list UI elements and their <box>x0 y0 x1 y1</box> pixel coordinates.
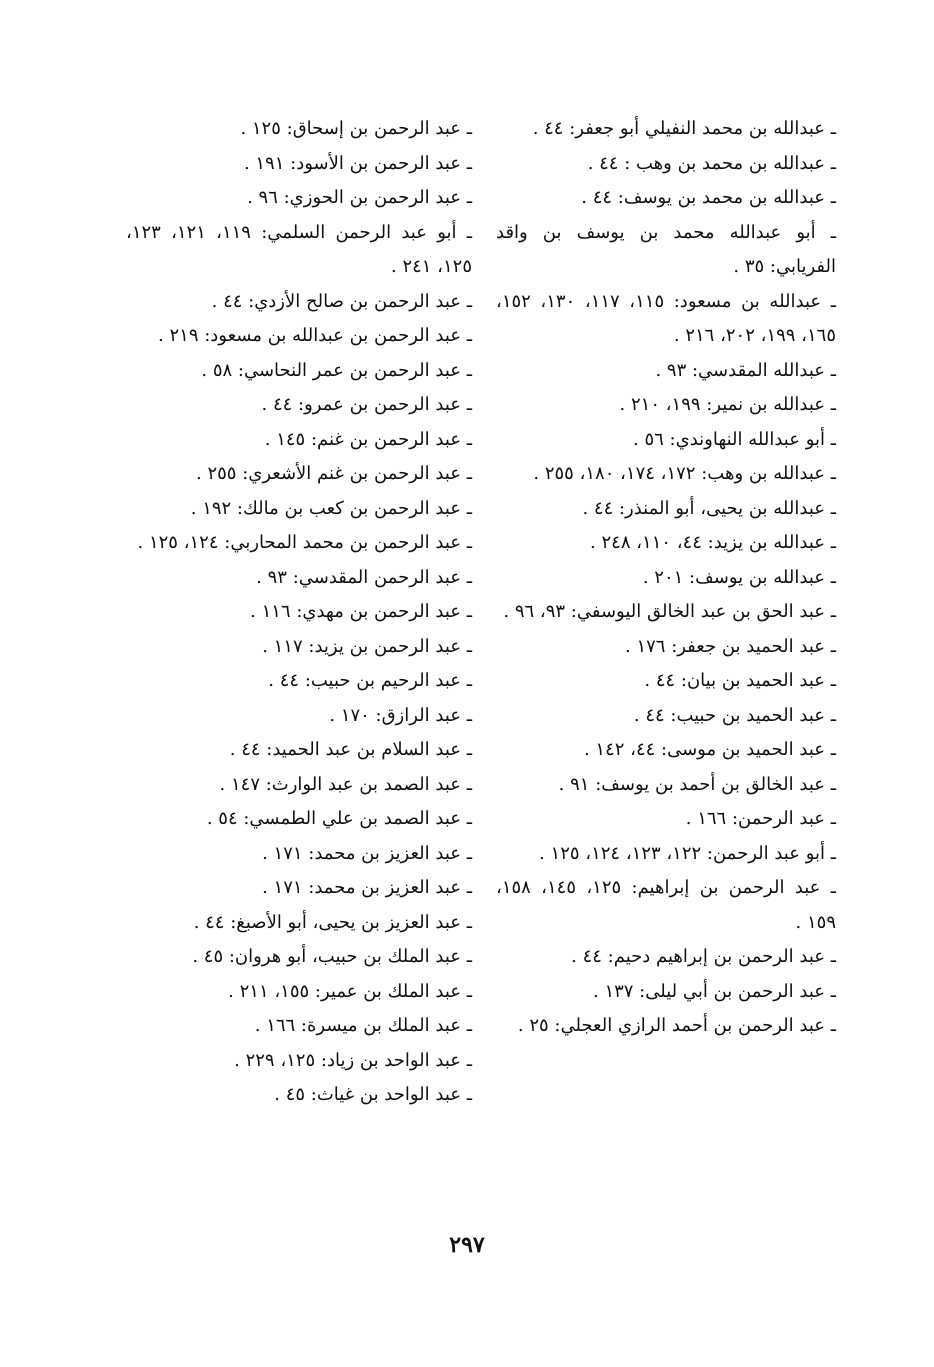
index-entry: ـ أبو عبد الرحمن السلمي: ١١٩، ١٢١، ١٢٣، ١٢٥، ٢٤١ . <box>126 221 473 277</box>
index-entry: ـ عبد الخالق بن أحمد بن يوسف: ٩١ . <box>558 773 836 795</box>
index-entry: ـ عبد الرحمن بن عمرو: ٤٤ . <box>261 394 472 415</box>
index-entry: ـ عبد الرحمن بن الأسود: ١٩١ . <box>243 152 472 174</box>
index-entry: ـ عبد الرحمن بن عبدالله بن مسعود: ٢١٩ . <box>158 325 472 346</box>
index-entry: ـ أبو عبد الرحمن: ١٢٢، ١٢٣، ١٢٤، ١٢٥ . <box>539 842 836 864</box>
index-entry: ـ عبد الرحمن بن مهدي: ١١٦ . <box>250 601 472 622</box>
index-column-left <box>126 112 472 1113</box>
index-entry: ـ عبد الرحمن بن إسحاق: ١٢٥ . <box>240 118 472 139</box>
index-entry: ـ عبد العزيز بن محمد: ١٧١ . <box>262 842 472 864</box>
index-entry: ـ عبد الصمد بن علي الطمسي: ٥٤ . <box>206 808 472 829</box>
index-entry: ـ عبد الرازق: ١٧٠ . <box>329 704 472 726</box>
index-entry: ـ عبد الرحمن بن كعب بن مالك: ١٩٢ . <box>190 497 472 519</box>
index-entry: ـ عبد الحميد بن حبيب: ٤٤ . <box>633 704 836 726</box>
index-entry: ـ عبدالله بن محمد النفيلي أبو جعفر: ٤٤ . <box>532 118 836 139</box>
index-entry: ـ عبد الصمد بن عبد الوارث: ١٤٧ . <box>219 773 472 795</box>
index-entry: ـ عبد الرحمن بن غنم: ١٤٥ . <box>264 428 472 450</box>
index-entry: ـ عبدالله بن يوسف: ٢٠١ . <box>642 566 836 588</box>
index-entry: ـ عبدالله بن يزيد: ٤٤، ١١٠، ٢٤٨ . <box>590 532 836 553</box>
index-entry: ـ عبدالله بن نمير: ١٩٩، ٢١٠ . <box>619 394 836 415</box>
index-entry: ـ عبد الرحمن بن عمر النحاسي: ٥٨ . <box>201 359 472 381</box>
index-entry: ـ عبد الملك بن حبيب، أبو هروان: ٤٥ . <box>192 946 472 967</box>
index-entry: ـ عبد الرحمن بن الحوزي: ٩٦ . <box>247 187 472 208</box>
index-entry: ـ عبد الحميد بن بيان: ٤٤ . <box>644 670 836 691</box>
index-entry: ـ عبد الرحمن بن أحمد الرازي العجلي: ٢٥ . <box>517 1015 836 1036</box>
index-entry: ـ عبد الرحمن بن أبي ليلى: ١٣٧ . <box>592 980 836 1002</box>
index-entry: ـ عبد الحق بن عبد الخالق اليوسفي: ٩٣، ٩٦ . <box>503 601 836 622</box>
index-entry: ـ عبدالله بن وهب: ١٧٢، ١٧٤، ١٨٠، ٢٥٥ . <box>533 463 836 484</box>
index-entry: ـ عبدالله بن محمد بن يوسف: ٤٤ . <box>581 187 836 208</box>
index-entry: ـ أبو عبدالله محمد بن يوسف بن واقد الفريابي: ٣٥ . <box>496 221 836 277</box>
index-entry: ـ عبدالله بن مسعود: ١١٥، ١١٧، ١٣٠، ١٥٢، ١٦٥، ١٩٩، ٢٠٢، ٢١٦ . <box>496 290 837 346</box>
index-entry: ـ عبد الرحمن: ١٦٦ . <box>685 808 836 829</box>
index-entry: ـ عبدالله المقدسي: ٩٣ . <box>655 359 836 381</box>
index-entry: ـ عبد الرحمن بن صالح الأزدي: ٤٤ . <box>211 290 472 312</box>
index-entry: ـ عبدالله بن يحيى، أبو المنذر: ٤٤ . <box>582 497 836 519</box>
index-entry: ـ عبد السلام بن عبد الحميد: ٤٤ . <box>229 739 472 760</box>
index-entry: ـ عبد الرحمن بن محمد المحاربي: ١٢٤، ١٢٥ . <box>137 532 472 553</box>
index-entry: ـ عبد الملك بن ميسرة: ١٦٦ . <box>254 1015 472 1036</box>
index-column-right <box>496 112 836 1044</box>
index-entry: ـ عبد الرحمن بن إبراهيم دحيم: ٤٤ . <box>571 946 836 967</box>
index-entry: ـ أبو عبدالله النهاوندي: ٥٦ . <box>633 428 836 450</box>
index-entry: ـ عبد الرحمن بن غنم الأشعري: ٢٥٥ . <box>196 463 472 484</box>
index-entry: ـ عبد الواحد بن زياد: ١٢٥، ٢٢٩ . <box>234 1049 472 1071</box>
index-entry: ـ عبد الملك بن عمير: ١٥٥، ٢١١ . <box>228 980 472 1002</box>
index-entry: ـ عبد العزيز بن محمد: ١٧١ . <box>262 877 472 898</box>
index-entry: ـ عبد الرحيم بن حبيب: ٤٤ . <box>268 670 472 691</box>
index-entry: ـ عبد العزيز بن يحيى، أبو الأصبغ: ٤٤ . <box>193 911 472 933</box>
index-entry: ـ عبدالله بن محمد بن وهب : ٤٤ . <box>587 152 836 174</box>
index-entry: ـ عبد الحميد بن جعفر: ١٧٦ . <box>625 635 836 657</box>
index-entry: ـ عبد الواحد بن غياث: ٤٥ . <box>274 1084 472 1105</box>
page-number: ٢٩٧ <box>449 1232 485 1258</box>
index-entry: ـ عبد الرحمن بن يزيد: ١١٧ . <box>262 635 472 657</box>
index-entry: ـ عبد الرحمن بن إبراهيم: ١٢٥، ١٤٥، ١٥٨، ١٥٩ . <box>496 877 837 933</box>
index-entry: ـ عبد الحميد بن موسى: ٤٤، ١٤٢ . <box>583 739 836 760</box>
index-entry: ـ عبد الرحمن المقدسي: ٩٣ . <box>256 566 472 588</box>
